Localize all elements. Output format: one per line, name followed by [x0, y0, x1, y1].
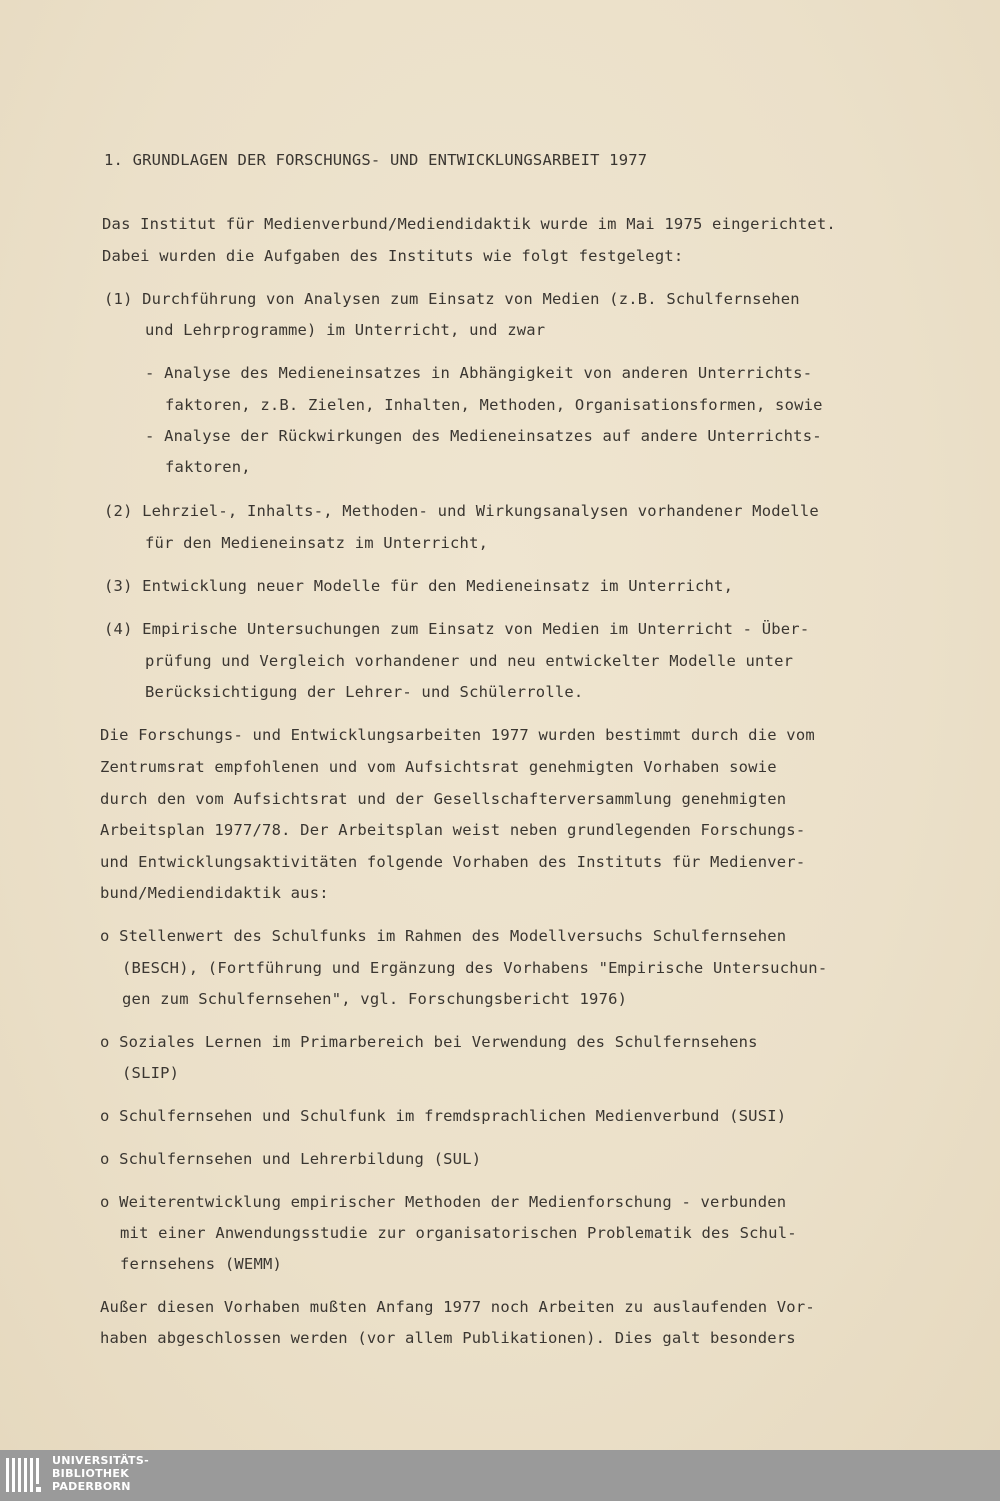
library-footer — [0, 1450, 1000, 1501]
para-2-line-3: durch den vom Aufsichtsrat und der Gesellschafterversammlung genehmigten — [100, 790, 787, 808]
task-2-line-1: (2) Lehrziel-, Inhalts-, Methoden- und Wirkungsanalysen vorhandener Modelle — [104, 502, 819, 520]
task-3-line-1: (3) Entwicklung neuer Modelle für den Medieneinsatz im Unterricht, — [104, 577, 734, 595]
project-4-line-1: o Schulfernsehen und Lehrerbildung (SUL) — [100, 1150, 482, 1168]
project-5-line-3: fernsehens (WEMM) — [120, 1255, 283, 1273]
library-logo-icon — [4, 1456, 46, 1496]
task-1-sub-line-4: faktoren, — [165, 458, 251, 476]
para-2-line-6: bund/Mediendidaktik aus: — [100, 884, 329, 902]
task-4-line-3: Berücksichtigung der Lehrer- und Schülerrolle. — [145, 683, 584, 701]
task-1-sub-line-2: faktoren, z.B. Zielen, Inhalten, Methoden, Organisationsformen, sowie — [165, 396, 823, 414]
task-4-line-2: prüfung und Vergleich vorhandener und neu entwickelter Modelle unter — [145, 652, 794, 670]
project-1-line-2: (BESCH), (Fortführung und Ergänzung des Vorhabens "Empirische Untersuchun- — [122, 959, 828, 977]
project-1-line-1: o Stellenwert des Schulfunks im Rahmen des Modellversuchs Schulfernsehen — [100, 927, 787, 945]
project-2-line-1: o Soziales Lernen im Primarbereich bei Verwendung des Schulfernsehens — [100, 1033, 758, 1051]
task-2-line-2: für den Medieneinsatz im Unterricht, — [145, 534, 489, 552]
task-1-sub-line-3: - Analyse der Rückwirkungen des Medieneinsatzes auf andere Unterrichts- — [145, 427, 822, 445]
project-5-line-1: o Weiterentwicklung empirischer Methoden der Medienforschung - verbunden — [100, 1193, 787, 1211]
task-1-line-2: und Lehrprogramme) im Unterricht, und zwar — [145, 321, 546, 339]
task-4-line-1: (4) Empirische Untersuchungen zum Einsatz von Medien im Unterricht - Über- — [104, 620, 810, 638]
project-5-line-2: mit einer Anwendungsstudie zur organisatorischen Problematik des Schul- — [120, 1224, 797, 1242]
intro-line-2: Dabei wurden die Aufgaben des Instituts wie folgt festgelegt: — [102, 247, 684, 265]
para-3-line-2: haben abgeschlossen werden (vor allem Publikationen). Dies galt besonders — [100, 1329, 796, 1347]
library-name-line-3: PADERBORN — [52, 1480, 131, 1493]
section-heading: 1. GRUNDLAGEN DER FORSCHUNGS- UND ENTWICKLUNGSARBEIT 1977 — [104, 151, 648, 169]
task-1-line-1: (1) Durchführung von Analysen zum Einsatz von Medien (z.B. Schulfernsehen — [104, 290, 800, 308]
project-2-line-2: (SLIP) — [122, 1064, 180, 1082]
para-3-line-1: Außer diesen Vorhaben mußten Anfang 1977 noch Arbeiten zu auslaufenden Vor- — [100, 1298, 815, 1316]
library-name — [52, 1454, 149, 1493]
intro-line-1: Das Institut für Medienverbund/Mediendidaktik wurde im Mai 1975 eingerichtet. — [102, 215, 836, 233]
project-1-line-3: gen zum Schulfernsehen", vgl. Forschungsbericht 1976) — [122, 990, 628, 1008]
para-2-line-1: Die Forschungs- und Entwicklungsarbeiten 1977 wurden bestimmt durch die vom — [100, 726, 815, 744]
para-2-line-4: Arbeitsplan 1977/78. Der Arbeitsplan weist neben grundlegenden Forschungs- — [100, 821, 806, 839]
library-name-line-1: UNIVERSITÄTS- — [52, 1454, 149, 1467]
library-name-line-2: BIBLIOTHEK — [52, 1467, 130, 1480]
project-3-line-1: o Schulfernsehen und Schulfunk im fremdsprachlichen Medienverbund (SUSI) — [100, 1107, 787, 1125]
task-1-sub-line-1: - Analyse des Medieneinsatzes in Abhängigkeit von anderen Unterrichts- — [145, 364, 813, 382]
para-2-line-5: und Entwicklungsaktivitäten folgende Vorhaben des Instituts für Medienver- — [100, 853, 806, 871]
para-2-line-2: Zentrumsrat empfohlenen und vom Aufsichtsrat genehmigten Vorhaben sowie — [100, 758, 777, 776]
